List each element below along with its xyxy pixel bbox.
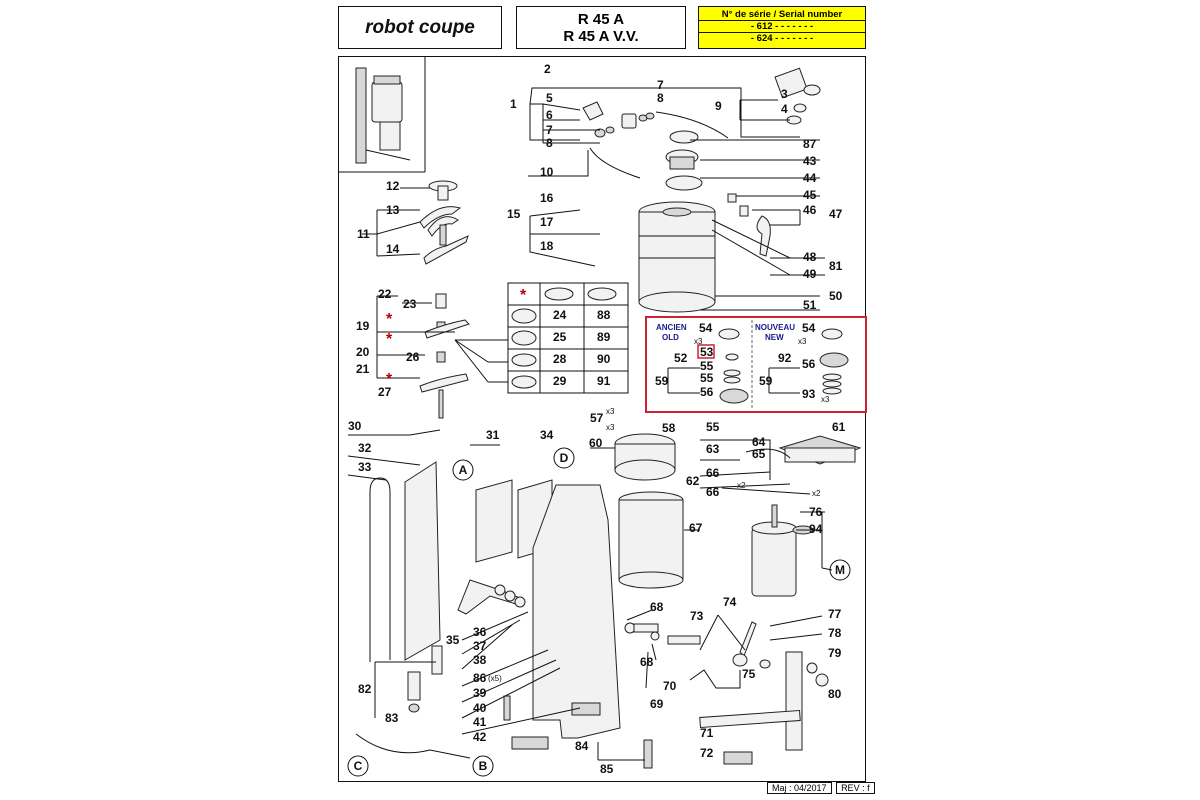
callout-90: 90 [597,352,611,366]
callout-59: 59 [655,374,669,388]
callout-54: 54 [699,321,713,335]
callout-34: 34 [540,428,554,442]
qty-mark: x2 [812,489,821,498]
callout-88: 88 [597,308,611,322]
machine-stand [356,462,828,768]
callout-53: 53 [700,345,714,359]
star-marker: * [386,331,393,348]
callout-70: 70 [663,679,677,693]
callout-5: 5 [546,91,553,105]
callout-82: 82 [358,682,372,696]
marker-M: M [835,563,845,577]
callout-87: 87 [803,137,817,151]
callout-57: 57 [590,411,604,425]
callout-8: 8 [657,91,664,105]
callout-64: 64 [752,435,766,449]
serial-row-1: - 612 - - - - - - - [699,20,865,32]
blade-assembly-11 [420,181,468,264]
callout-12: 12 [386,179,400,193]
callout-7: 7 [546,123,553,137]
revision-footer [765,783,875,793]
callout-14: 14 [386,242,400,256]
callout-63: 63 [706,442,720,456]
callout-67: 67 [689,521,703,535]
callout-85: 85 [600,762,614,776]
serial-title: N° de série / Serial number [721,9,843,20]
callout-68: 68 [650,600,664,614]
star-marker: * [520,287,527,304]
callout-61: 61 [832,420,846,434]
callout-25: 25 [553,330,567,344]
callout-31: 31 [486,428,500,442]
callout-20: 20 [356,345,370,359]
callout-91: 91 [597,374,611,388]
callout-15: 15 [507,207,521,221]
callout-19: 19 [356,319,370,333]
callout-74: 74 [723,595,737,609]
callout-77: 77 [828,607,842,621]
callout-1: 1 [510,97,517,111]
callout-11: 11 [357,227,370,241]
callout-32: 32 [358,441,372,455]
callout-84: 84 [575,739,589,753]
callout-4: 4 [781,102,788,116]
callout-29: 29 [553,374,567,388]
update-date: Maj : 04/2017 [767,782,832,794]
callout-79: 79 [828,646,842,660]
callout-78: 78 [828,626,842,640]
callout-46: 46 [803,203,817,217]
callout-55: 55 [700,371,714,385]
qty-mark: x2 [737,481,746,490]
callout-72: 72 [700,746,714,760]
star-marker: * [386,311,393,328]
callout-83: 83 [385,711,399,725]
serial-row-2: - 624 - - - - - - - [699,32,865,44]
callout-9: 9 [715,99,722,113]
callout-6: 6 [546,108,553,122]
callout-24: 24 [553,308,567,322]
callout-35: 35 [446,633,460,647]
callout-21: 21 [356,362,370,376]
callout-18: 18 [540,239,554,253]
qty-mark: x3 [606,423,615,432]
callout-8: 8 [546,136,553,150]
callout-81: 81 [829,259,843,273]
callout-43: 43 [803,154,817,168]
callout-94: 94 [809,522,823,536]
qty-mark: x3 [606,407,615,416]
marker-A: A [458,463,468,477]
callout-89: 89 [597,330,611,344]
callout-54: 54 [802,321,816,335]
marker-C: C [353,759,363,773]
callout-56: 56 [802,357,816,371]
callout-42: 42 [473,730,487,744]
callout-2: 2 [544,62,551,76]
callout-40: 40 [473,701,487,715]
callout-68: 68 [640,655,654,669]
kit-ancien-label: ANCIEN [656,323,687,332]
callout-7: 7 [657,78,664,92]
callout-58: 58 [662,421,676,435]
qty-mark: x3 [821,395,830,404]
callout-76: 76 [809,505,823,519]
callout-3: 3 [781,87,788,101]
callout-28: 28 [553,352,567,366]
callout-30: 30 [348,419,362,433]
callout-47: 47 [829,207,843,221]
callout-16: 16 [540,191,554,205]
machine-thumbnail [338,56,425,172]
callout-51: 51 [803,298,817,312]
callout-41: 41 [473,715,487,729]
callout-37: 37 [473,639,487,653]
callout-17: 17 [540,215,554,229]
callout-52: 52 [674,351,688,365]
callout-66: 66 [706,485,720,499]
callout-13: 13 [386,203,400,217]
callout-48: 48 [803,250,817,264]
callout-92: 92 [778,351,792,365]
brand-name: robot coupe [365,16,475,38]
callout-66: 66 [706,466,720,480]
qty-mark: x3 [798,337,807,346]
revision: REV : f [836,782,875,794]
kit-old-label: OLD [662,333,679,342]
callout-44: 44 [803,171,817,185]
marker-B: B [478,759,488,773]
callout-26: 26 [406,350,420,364]
callout-55: 55 [706,420,720,434]
callout-10: 10 [540,165,554,179]
model-line-2: R 45 A V.V. [563,27,639,45]
qty-mark: (x5) [488,674,502,683]
callout-45: 45 [803,188,817,202]
marker-D: D [559,451,569,465]
callout-62: 62 [686,474,700,488]
star-marker: * [386,371,393,388]
callout-73: 73 [690,609,704,623]
motor-area [615,434,860,596]
callout-50: 50 [829,289,843,303]
callout-38: 38 [473,653,487,667]
callout-80: 80 [828,687,842,701]
callout-60: 60 [589,436,603,450]
callout-56: 56 [700,385,714,399]
callout-86: 86 [473,671,487,685]
callout-71: 71 [700,726,714,740]
callout-36: 36 [473,625,487,639]
callout-23: 23 [403,297,417,311]
callout-33: 33 [358,460,372,474]
callout-69: 69 [650,697,664,711]
blade-assembly-19 [420,294,469,418]
callout-65: 65 [752,447,766,461]
callout-49: 49 [803,267,817,281]
bowl [639,202,715,312]
callout-93: 93 [802,387,816,401]
kit-nouveau-label: NOUVEAU [755,323,796,332]
callout-27: 27 [378,385,392,399]
callout-55: 55 [700,359,714,373]
callout-22: 22 [378,287,392,301]
model-line-1: R 45 A [577,10,625,28]
callout-59: 59 [759,374,773,388]
callout-75: 75 [742,667,756,681]
callout-39: 39 [473,686,487,700]
kit-new-label: NEW [765,333,784,342]
qty-mark: x3 [694,337,703,346]
